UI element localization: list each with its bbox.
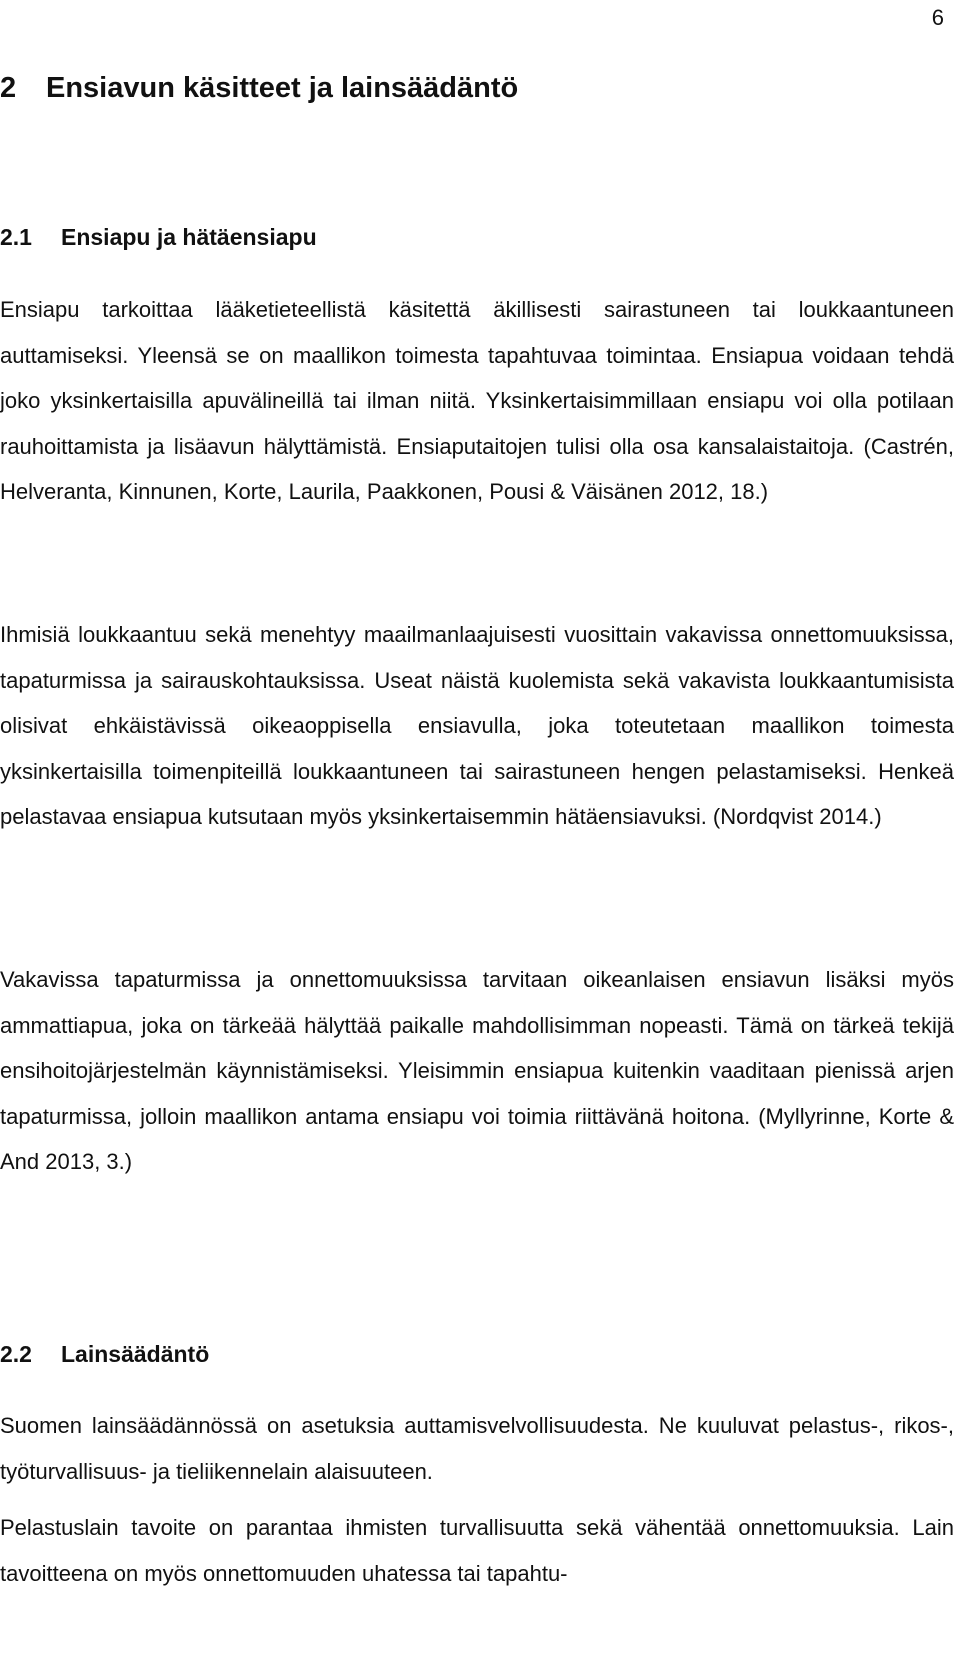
paragraph: Ihmisiä loukkaantuu sekä menehtyy maailmanlaajuisesti vuosittain vakavissa onnettomuuksissa, tapaturmissa ja sairauskohtauksissa. Useat näistä kuolemista sekä vakavista loukkaantumisista olisivat ehkäistävissä oikeaoppisella ensiavulla, joka toteutetaan maallikon toimesta yksinkertaisilla toimenpiteillä loukkaantuneen tai sairastuneen hengen pelastamiseksi. Henkeä pelastavaa ensiapua kutsutaan myös yksinkertaisemmin hätäensiavuksi. (Nordqvist 2014.) (0, 622, 954, 829)
section-number: 2.2 (0, 1341, 32, 1367)
chapter-title: Ensiavun käsitteet ja lainsäädäntö (46, 72, 519, 104)
chapter-heading (0, 72, 518, 105)
chapter-number: 2 (0, 72, 17, 104)
section-heading-2-1 (0, 224, 317, 251)
section-number: 2.1 (0, 224, 32, 250)
section-heading-2-2 (0, 1341, 209, 1368)
paragraph: Ensiapu tarkoittaa lääketieteellistä käsitettä äkillisesti sairastuneen tai loukkaantuneen auttamiseksi. Yleensä se on maallikon toimesta tapahtuvaa toimintaa. Ensiapua voidaan tehdä joko yksinkertaisilla apuvälineillä tai ilman niitä. Yksinkertaisimmillaan ensiapu voi olla potilaan rauhoittamista ja lisäavun hälyttämistä. Ensiaputaitojen tulisi olla osa kansalaistaitoja. (Castrén, Helveranta, Kinnunen, Korte, Laurila, Paakkonen, Pousi & Väisänen 2012, 18.) (0, 297, 954, 504)
section-title: Ensiapu ja hätäensiapu (61, 224, 317, 250)
page-number: 6 (931, 5, 944, 30)
paragraph: Vakavissa tapaturmissa ja onnettomuuksissa tarvitaan oikeanlaisen ensiavun lisäksi myös ammattiapua, joka on tärkeää hälyttää paikalle mahdollisimman nopeasti. Tämä on tärkeä tekijä ensihoitojärjestelmän käynnistämiseksi. Yleisimmin ensiapua kuitenkin vaaditaan pienissä arjen tapaturmissa, jolloin maallikon antama ensiapu voi toimia riittävänä hoitona. (Myllyrinne, Korte & And 2013, 3.) (0, 967, 954, 1174)
section-title: Lainsäädäntö (61, 1341, 210, 1367)
paragraph: Suomen lainsäädännössä on asetuksia auttamisvelvollisuudesta. Ne kuuluvat pelastus-, rikos-, työturvallisuus- ja tieliikennelain alaisuuteen. (0, 1413, 954, 1484)
paragraph: Pelastuslain tavoite on parantaa ihmisten turvallisuutta sekä vähentää onnettomuuksia. Lain tavoitteena on myös onnettomuuden uhatessa tai tapahtu- (0, 1515, 954, 1586)
